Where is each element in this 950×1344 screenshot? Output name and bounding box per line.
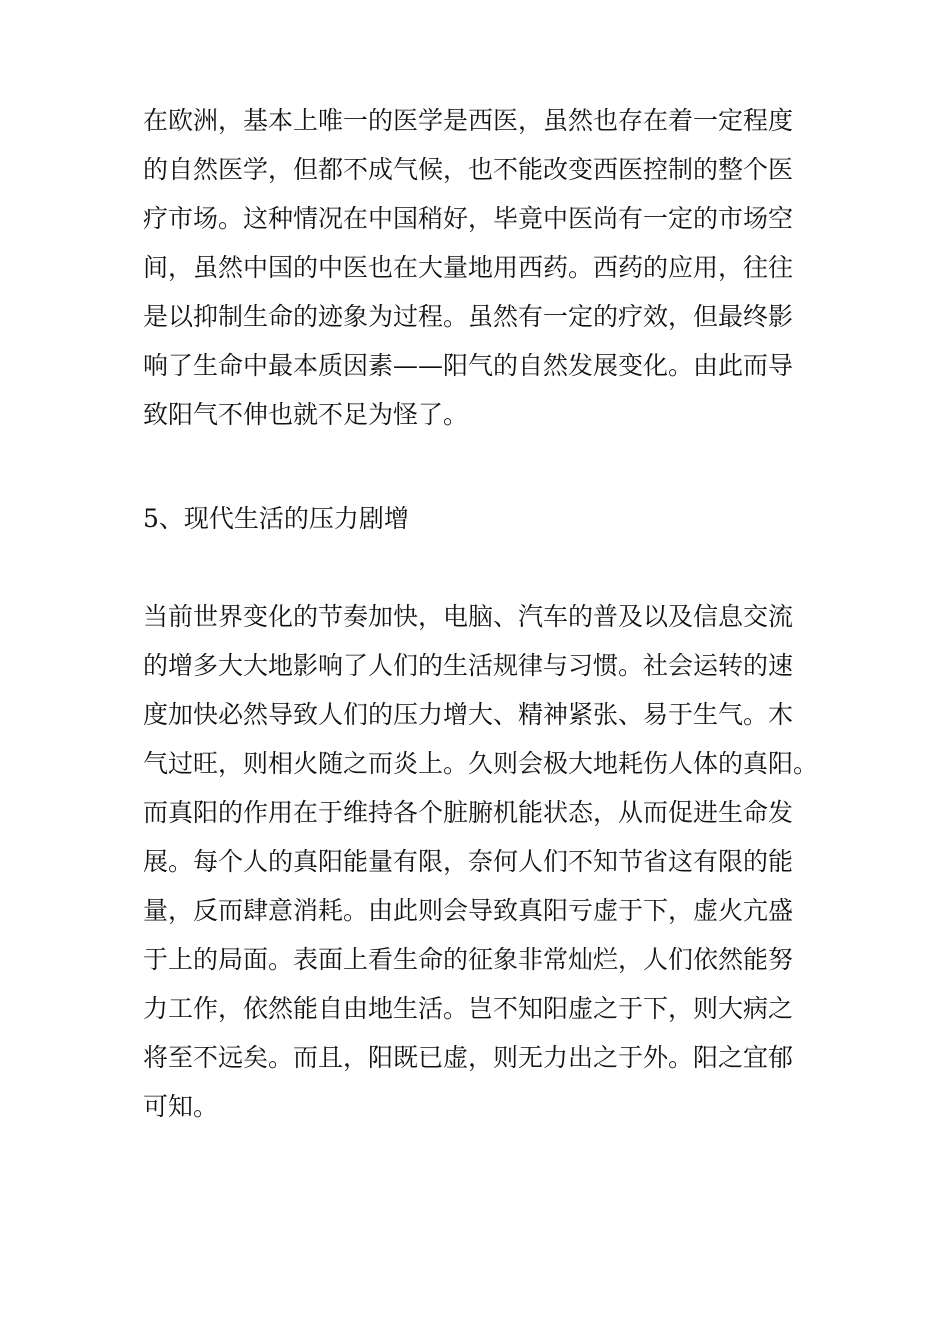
paragraph-line: 力工作，依然能自由地生活。岂不知阳虚之于下，则大病之: [143, 994, 794, 1023]
paragraph-line: 是以抑制生命的迹象为过程。虽然有一定的疗效，但最终影: [143, 302, 794, 331]
paragraph-line: 疗市场。这种情况在中国稍好，毕竟中医尚有一定的市场空: [143, 204, 794, 233]
paragraph-western-medicine: [143, 96, 793, 439]
section-heading: 5、现代生活的压力剧增: [143, 504, 409, 533]
paragraph-line: 可知。: [143, 1092, 219, 1121]
paragraph-line: 的自然医学，但都不成气候，也不能改变西医控制的整个医: [143, 155, 794, 184]
paragraph-line: 于上的局面。表面上看生命的征象非常灿烂，人们依然能努: [143, 945, 794, 974]
paragraph-line: 的增多大大地影响了人们的生活规律与习惯。社会运转的速: [143, 651, 794, 680]
paragraph-line: 在欧洲，基本上唯一的医学是西医，虽然也存在着一定程度: [143, 106, 794, 135]
paragraph-line: 将至不远矣。而且，阳既已虚，则无力出之于外。阳之宜郁: [143, 1043, 794, 1072]
paragraph-line: 间，虽然中国的中医也在大量地用西药。西药的应用，往往: [143, 253, 794, 282]
paragraph-line: 展。每个人的真阳能量有限，奈何人们不知节省这有限的能: [143, 847, 794, 876]
paragraph-line: 响了生命中最本质因素——阳气的自然发展变化。由此而导: [143, 351, 794, 380]
paragraph-line: 致阳气不伸也就不足为怪了。: [143, 400, 469, 429]
paragraph-line: 当前世界变化的节奏加快，电脑、汽车的普及以及信息交流: [143, 602, 794, 631]
paragraph-modern-life-pressure: [143, 592, 818, 1131]
paragraph-line: 量，反而肆意消耗。由此则会导致真阳亏虚于下，虚火亢盛: [143, 896, 794, 925]
paragraph-line: 而真阳的作用在于维持各个脏腑机能状态，从而促进生命发: [143, 798, 794, 827]
paragraph-line: 气过旺，则相火随之而炎上。久则会极大地耗伤人体的真阳。: [143, 749, 819, 778]
paragraph-line: 度加快必然导致人们的压力增大、精神紧张、易于生气。木: [143, 700, 794, 729]
